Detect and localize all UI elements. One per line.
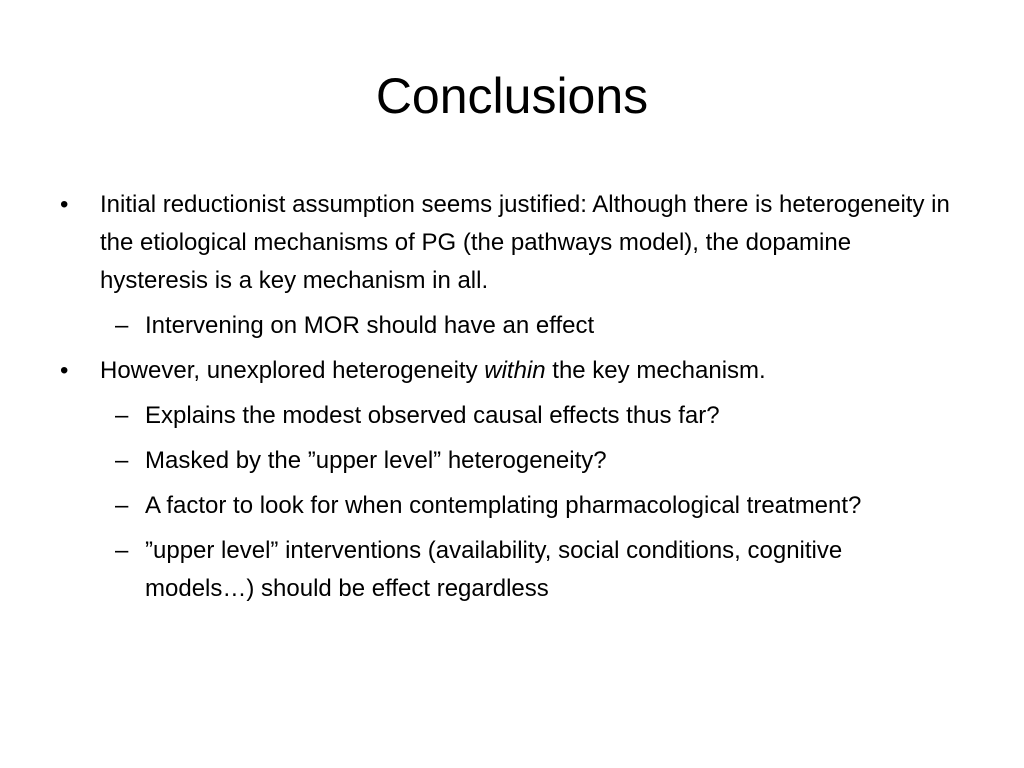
sub-bullet-text: Explains the modest observed causal effects thus far? <box>145 402 720 429</box>
emphasis-text: within <box>484 357 546 384</box>
sub-bullet-text: Intervening on MOR should have an effect <box>145 312 595 339</box>
sub-bullet-text: Masked by the ”upper level” heterogeneity? <box>145 447 607 474</box>
slide-title: Conclusions <box>375 68 649 124</box>
bullet-list <box>56 186 956 615</box>
bullet-item <box>56 352 956 390</box>
bullet-marker: • <box>60 357 69 384</box>
sub-bullet-item <box>56 532 956 608</box>
bullet-marker: • <box>60 191 69 218</box>
sub-bullet-item <box>56 307 956 345</box>
sub-bullet-text: A factor to look for when contemplating pharmacological treatment? <box>145 492 862 519</box>
sub-bullet-item <box>56 442 956 480</box>
dash-marker: – <box>115 402 129 429</box>
dash-marker: – <box>115 492 129 519</box>
bullet-text <box>100 357 766 384</box>
sub-bullet-item <box>56 397 956 435</box>
dash-marker: – <box>115 537 129 564</box>
dash-marker: – <box>115 447 129 474</box>
bullet-item <box>56 186 956 300</box>
sub-bullet-item <box>56 487 956 525</box>
sub-bullet-text: ”upper level” interventions (availability, social conditions, cognitive models…) should be effect regardless <box>145 537 843 602</box>
dash-marker: – <box>115 312 129 339</box>
bullet-text-part: the key mechanism. <box>545 357 766 384</box>
bullet-text: Initial reductionist assumption seems justified: Although there is heterogeneity in the etiological mechanisms of PG (the pathways model), the dopamine hysteresis is a key mechanism in all. <box>100 191 950 294</box>
bullet-text-part: However, unexplored heterogeneity <box>100 357 485 384</box>
